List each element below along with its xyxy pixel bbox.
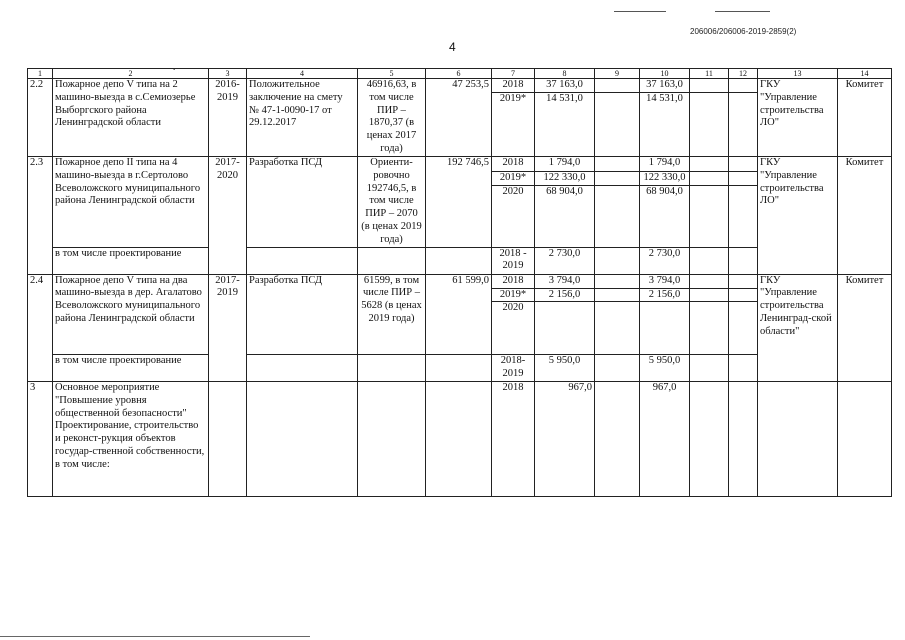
empty-cell [595,381,640,496]
period: 2017-2020 [209,157,247,275]
table-row [28,157,892,172]
empty-cell [690,171,729,185]
empty-cell [595,288,640,302]
empty-cell [729,79,758,93]
total-amount: 1 794,0 [535,157,595,172]
empty-cell [595,93,640,157]
top-rule-right [715,11,770,12]
empty-cell [426,247,492,274]
object-name: Основное мероприятие "Повышение уровня общественной безопасности" Проектирование, строительство и реконст-рукция объектов государ-ственной собственности, в том числе: [53,381,209,496]
customer: Комитет [838,274,892,381]
empty-cell [729,157,758,172]
table-row [28,381,892,496]
object-name: Пожарное депо II типа на 4 машино-выезда в г.Сертолово Всеволожского муниципального района Ленинградской области [53,157,209,248]
empty-cell [729,247,758,274]
empty-cell [729,171,758,185]
bottom-rule [0,636,310,637]
total-amount: 967,0 [535,381,595,496]
column-number: 8 [535,69,595,79]
empty-cell [595,247,640,274]
column-number: 9 [595,69,640,79]
total-amount: 68 904,0 [535,186,595,248]
empty-cell [758,381,838,496]
column-number: 14 [838,69,892,79]
year: 2019* [492,288,535,302]
regional-amount [640,302,690,355]
table-row [28,274,892,288]
year: 2018-2019 [492,355,535,382]
empty-cell [729,381,758,496]
program-table [27,68,892,497]
empty-cell [358,355,426,382]
empty-cell [595,302,640,355]
executor: ГКУ "Управление строительства ЛО" [758,79,838,157]
empty-cell [690,381,729,496]
estimate: 192 746,5 [426,157,492,248]
empty-cell [209,381,247,496]
regional-amount: 3 794,0 [640,274,690,288]
executor: ГКУ "Управление строительства ЛО" [758,157,838,275]
total-amount: 2 156,0 [535,288,595,302]
empty-cell [838,381,892,496]
empty-cell [690,302,729,355]
cost: Ориенти-ровочно 192746,5, в том числе ПИР – 2070 (в ценах 2019 года) [358,157,426,248]
total-amount: 5 950,0 [535,355,595,382]
regional-amount: 37 163,0 [640,79,690,93]
row-number: 2.3 [28,157,53,275]
scan-speck: . [173,62,176,72]
column-number: 1 [28,69,53,79]
executor: ГКУ "Управление строительства Ленинград-ской области" [758,274,838,381]
customer: Комитет [838,79,892,157]
year: 2018 [492,274,535,288]
estimate: 47 253,5 [426,79,492,157]
regional-amount: 2 156,0 [640,288,690,302]
column-number: 5 [358,69,426,79]
empty-cell [729,355,758,382]
empty-cell [690,79,729,93]
regional-amount: 122 330,0 [640,171,690,185]
object-name: Пожарное депо V типа на 2 машино-выезда в с.Семиозерье Выборгского района Ленинградской области [53,79,209,157]
empty-cell [426,355,492,382]
empty-cell [426,381,492,496]
empty-cell [690,157,729,172]
column-number: 2 [53,69,209,79]
column-number: 6 [426,69,492,79]
total-amount: 14 531,0 [535,93,595,157]
table-row [28,79,892,93]
empty-cell [729,288,758,302]
row-number: 2.2 [28,79,53,157]
page-number: 4 [449,40,456,54]
subitem-label: в том числе проектирование [53,355,209,382]
basis-document: Положительное заключение на смету № 47-1-0090-17 от 29.12.2017 [247,79,358,157]
empty-cell [690,186,729,248]
basis-document: Разработка ПСД [247,274,358,355]
year: 2018 [492,381,535,496]
basis-document: Разработка ПСД [247,157,358,248]
period: 2016-2019 [209,79,247,157]
year: 2018 [492,79,535,93]
empty-cell [595,355,640,382]
empty-cell [247,355,358,382]
empty-cell [358,247,426,274]
empty-cell [595,186,640,248]
total-amount: 3 794,0 [535,274,595,288]
empty-cell [595,171,640,185]
object-name: Пожарное депо V типа на два машино-выезда в дер. Агалатово Всеволожского муниципального района Ленинградской области [53,274,209,355]
year: 2018 - 2019 [492,247,535,274]
column-number-row [28,69,892,79]
empty-cell [595,79,640,93]
empty-cell [690,247,729,274]
empty-cell [595,157,640,172]
column-number: 11 [690,69,729,79]
regional-amount: 14 531,0 [640,93,690,157]
empty-cell [729,302,758,355]
year: 2020 [492,186,535,248]
cost: 46916,63, в том числе ПИР – 1870,37 (в ценах 2017 года) [358,79,426,157]
column-number: 10 [640,69,690,79]
empty-cell [690,93,729,157]
empty-cell [247,381,358,496]
total-amount [535,302,595,355]
regional-amount: 5 950,0 [640,355,690,382]
year: 2018 [492,157,535,172]
year: 2019* [492,171,535,185]
year: 2019* [492,93,535,157]
column-number: 3 [209,69,247,79]
empty-cell [729,93,758,157]
column-number: 7 [492,69,535,79]
column-number: 12 [729,69,758,79]
empty-cell [690,274,729,288]
column-number: 4 [247,69,358,79]
document-id: 206006/206006-2019-2859(2) [690,27,797,36]
regional-amount: 1 794,0 [640,157,690,172]
year: 2020 [492,302,535,355]
row-number: 3 [28,381,53,496]
empty-cell [729,274,758,288]
empty-cell [247,247,358,274]
total-amount: 37 163,0 [535,79,595,93]
estimate: 61 599,0 [426,274,492,355]
empty-cell [595,274,640,288]
regional-amount: 2 730,0 [640,247,690,274]
customer: Комитет [838,157,892,275]
empty-cell [729,186,758,248]
column-number: 13 [758,69,838,79]
top-rule-left [614,11,666,12]
empty-cell [690,355,729,382]
regional-amount: 967,0 [640,381,690,496]
total-amount: 122 330,0 [535,171,595,185]
empty-cell [358,381,426,496]
total-amount: 2 730,0 [535,247,595,274]
row-number: 2.4 [28,274,53,381]
subitem-label: в том числе проектирование [53,247,209,274]
empty-cell [690,288,729,302]
cost: 61599, в том числе ПИР – 5628 (в ценах 2019 года) [358,274,426,355]
regional-amount: 68 904,0 [640,186,690,248]
period: 2017-2019 [209,274,247,381]
